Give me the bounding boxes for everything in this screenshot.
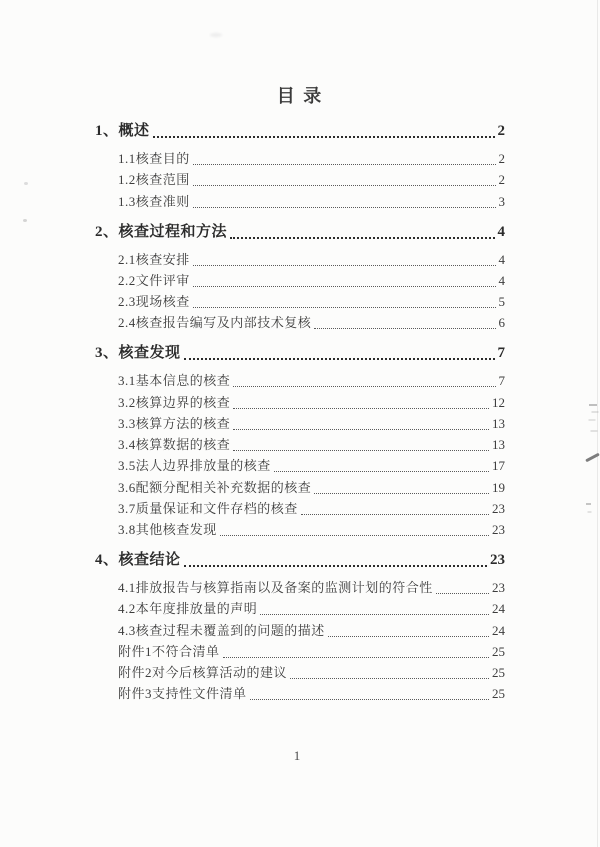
toc-entry (95, 149, 505, 169)
toc-entry (95, 342, 505, 364)
toc-entry (95, 456, 505, 476)
toc-entry-page-number: 24 (492, 622, 505, 638)
scan-artifact-edge-marks (589, 404, 597, 406)
toc-entry (95, 271, 505, 291)
toc-dot-leader (193, 185, 496, 186)
toc-dot-leader (193, 207, 496, 208)
toc-entry-label: 4.2本年度排放量的声明 (118, 601, 258, 617)
toc-dot-leader (274, 471, 489, 472)
toc-entry-page-number: 24 (492, 601, 505, 617)
toc-entry-page-number: 23 (492, 580, 505, 595)
toc-entry-label: 附件3支持性文件清单 (118, 686, 247, 702)
toc-entry-page-number: 13 (492, 415, 505, 431)
toc-entry-label: 2.3现场核查 (118, 294, 190, 309)
toc-dot-leader (184, 358, 495, 360)
toc-dot-leader (220, 535, 489, 536)
toc-entry-label: 3.1基本信息的核查 (118, 373, 231, 389)
toc-entry (95, 414, 505, 434)
toc-entry (95, 120, 505, 142)
toc-entry-label: 2.1核查安排 (118, 251, 190, 267)
toc-entry (95, 250, 505, 270)
toc-entry-label: 3.3核算方法的核查 (118, 415, 231, 431)
toc-entry-page-number: 25 (492, 665, 505, 680)
toc-entry (95, 292, 505, 312)
toc-entry (95, 684, 505, 704)
toc-dot-leader (233, 408, 489, 409)
toc-dot-leader (193, 307, 496, 308)
toc-entry-label: 3.7质量保证和文件存档的核查 (118, 500, 298, 516)
toc-title: 目 录 (276, 86, 324, 106)
toc-entry-page-number: 17 (492, 458, 505, 474)
scan-artifact-smudge (210, 33, 222, 37)
toc-entry-label: 附件2对今后核算活动的建议 (118, 665, 288, 680)
toc-entry (95, 221, 505, 243)
scan-artifact-speck (24, 182, 28, 185)
toc-entry-page-number: 23 (492, 522, 505, 537)
toc-entry (95, 642, 505, 662)
toc-entry-page-number: 7 (497, 345, 505, 362)
toc-entry-label: 1、概述 (95, 123, 150, 139)
toc-dot-leader (223, 657, 489, 658)
toc-entry-page-number: 2 (498, 151, 505, 166)
toc-entry-label: 2、核查过程和方法 (95, 223, 228, 240)
toc-entry-label: 4.1排放报告与核算指南以及备案的监测计划的符合性 (118, 580, 433, 595)
toc-dot-leader (233, 386, 495, 387)
toc-entry (95, 663, 505, 683)
toc-entry-label: 4.3核查过程未覆盖到的问题的描述 (118, 622, 325, 638)
toc-entry (95, 478, 505, 498)
toc-entry-page-number: 3 (498, 193, 505, 209)
toc-entry-page-number: 4 (497, 223, 505, 240)
toc-dot-leader (328, 636, 489, 637)
toc-entry-label: 3.2核算边界的核查 (118, 394, 231, 410)
toc-entry-label: 3.4核算数据的核查 (118, 437, 231, 452)
toc-entry (95, 599, 505, 619)
toc-entry-page-number: 13 (492, 437, 505, 452)
toc-entry (95, 499, 505, 519)
toc-entry (95, 578, 505, 598)
toc-entry-label: 2.4核查报告编写及内部技术复核 (118, 315, 312, 331)
toc-dot-leader (230, 237, 494, 239)
toc-entry-page-number: 19 (492, 479, 505, 495)
toc-dot-leader (193, 286, 496, 287)
toc-dot-leader (153, 136, 495, 138)
toc-entry-label: 1.2核查范围 (118, 172, 190, 188)
toc-dot-leader (184, 565, 487, 567)
toc-entry (95, 435, 505, 455)
toc-entry-page-number: 4 (498, 272, 505, 288)
toc-entry (95, 520, 505, 540)
toc-entry-label: 2.2文件评审 (118, 272, 190, 288)
page-number: 1 (293, 748, 301, 763)
toc-dot-leader (301, 514, 489, 515)
toc-list (0, 120, 600, 704)
scan-artifact-speck (23, 219, 27, 222)
toc-entry (95, 170, 505, 190)
toc-dot-leader (290, 678, 489, 679)
page-edge-line (597, 0, 598, 847)
toc-dot-leader (260, 614, 489, 615)
toc-entry-page-number: 6 (498, 315, 505, 331)
toc-entry (95, 313, 505, 333)
toc-entry-label: 3、核查发现 (95, 345, 181, 362)
toc-entry (95, 393, 505, 413)
toc-dot-leader (250, 699, 489, 700)
toc-entry-label: 1.1核查目的 (118, 151, 190, 166)
toc-entry-label: 3.5法人边界排放量的核查 (118, 458, 271, 474)
scan-artifact-edge-marks (586, 503, 591, 505)
toc-entry-page-number: 12 (492, 394, 505, 410)
toc-dot-leader (233, 429, 489, 430)
toc-dot-leader (436, 593, 489, 594)
toc-entry (95, 192, 505, 212)
toc-dot-leader (193, 265, 496, 266)
toc-dot-leader (193, 164, 496, 165)
toc-entry-page-number: 4 (498, 251, 505, 267)
toc-entry (95, 549, 505, 571)
toc-entry-label: 4、核查结论 (95, 552, 181, 568)
toc-entry-page-number: 7 (498, 373, 505, 389)
toc-entry (95, 621, 505, 641)
toc-entry-label: 3.6配额分配相关补充数据的核查 (118, 479, 312, 495)
toc-entry-page-number: 2 (497, 123, 505, 139)
toc-entry-page-number: 25 (492, 643, 505, 659)
toc-entry-page-number: 5 (498, 294, 505, 309)
toc-entry-label: 附件1不符合清单 (118, 643, 220, 659)
toc-entry-page-number: 23 (490, 552, 505, 568)
toc-entry-label: 3.8其他核查发现 (118, 522, 217, 537)
toc-entry (95, 371, 505, 391)
toc-entry-label: 1.3核查准则 (118, 193, 190, 209)
toc-entry-page-number: 2 (498, 172, 505, 188)
toc-entry-page-number: 23 (492, 500, 505, 516)
toc-dot-leader (314, 493, 489, 494)
toc-dot-leader (233, 450, 489, 451)
toc-dot-leader (314, 328, 495, 329)
toc-entry-page-number: 25 (492, 686, 505, 702)
